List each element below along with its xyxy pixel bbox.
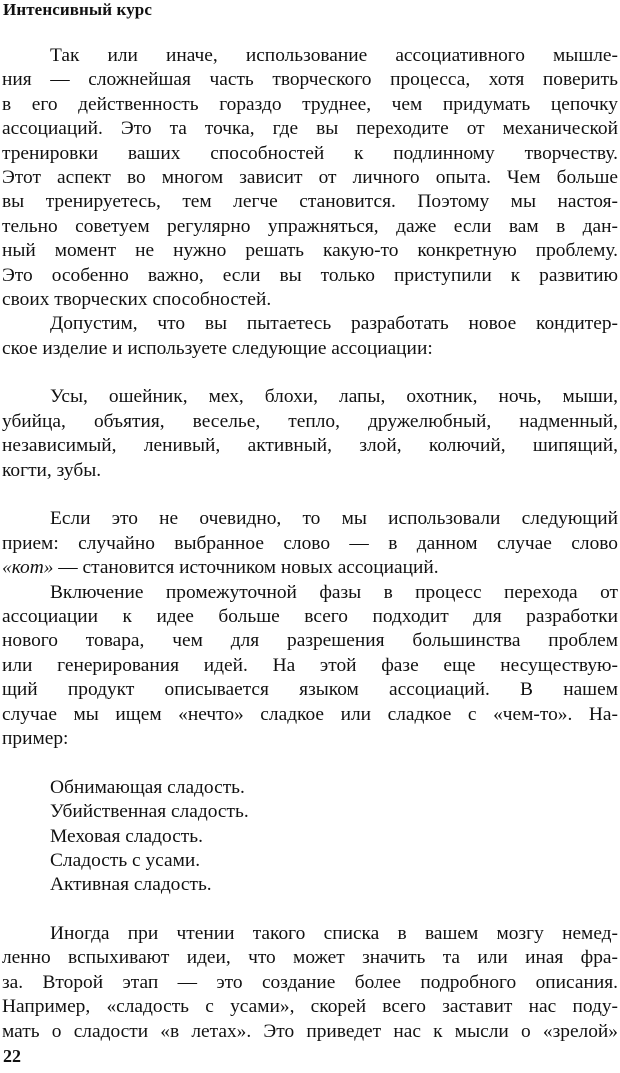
- text-line: тельно советуем регулярно упражняться, даже если вам в дан-: [2, 215, 618, 237]
- text-line: ассоциации к идее больше всего подходит для разработки: [2, 605, 618, 627]
- text-line: за. Второй этап — это создание более подробного описания.: [2, 971, 618, 993]
- text-line: [0, 556, 620, 580]
- text-line: в его действенность гораздо труднее, чем придумать цепочку: [2, 93, 618, 115]
- list-item: Сладость с усами.: [50, 849, 201, 871]
- page-number: 22: [3, 1046, 21, 1066]
- text-line: или генерирования идей. На этой фазе еще несуществую-: [2, 654, 618, 676]
- text-fragment: — становится источником новых ассоциаций.: [53, 557, 439, 579]
- list-item: Активная сладость.: [50, 874, 212, 896]
- body-text: [0, 44, 620, 1044]
- text-line: Например, «сладость с усами», скорей всего заставит нас поду-: [2, 996, 618, 1018]
- text-line: своих творческих способностей.: [2, 288, 272, 310]
- text-line: мать о сладости «в летах». Это приведет нас к мысли о «зрелой»: [2, 1020, 618, 1042]
- text-line: вы тренируетесь, тем легче становится. Поэтому мы настоя-: [2, 191, 618, 213]
- blank-line: [0, 483, 620, 507]
- list-item: Убийственная сладость.: [50, 801, 249, 823]
- text-line: убийца, объятия, веселье, тепло, дружелюбный, надменный,: [2, 410, 618, 432]
- text-line: Усы, ошейник, мех, блохи, лапы, охотник, ночь, мыши,: [50, 386, 618, 408]
- text-line: ассоциаций. Это та точка, где вы переходите от механической: [2, 118, 618, 140]
- text-line: независимый, ленивый, активный, злой, колючий, шипящий,: [2, 435, 618, 457]
- text-line: Иногда при чтении такого списка в вашем мозгу немед-: [50, 923, 618, 945]
- text-line: ния — сложнейшая часть творческого процесса, хотя поверить: [2, 69, 618, 91]
- text-line: Это особенно важно, если вы только приступили к развитию: [2, 264, 618, 286]
- blank-line: [0, 751, 620, 775]
- text-line: нового товара, чем для разрешения большинства проблем: [2, 630, 618, 652]
- running-header: Интенсивный курс: [3, 0, 152, 19]
- text-line: ный момент не нужно решать какую-то конкретную проблему.: [2, 240, 618, 262]
- list-item: Меховая сладость.: [50, 825, 203, 847]
- text-line: пример:: [2, 727, 69, 749]
- text-line: ленно вспыхивают идеи, что может значить та или иная фра-: [2, 947, 618, 969]
- text-line: случае мы ищем «нечто» сладкое или сладкое с «чем-то». На-: [2, 703, 618, 725]
- text-line: когти, зубы.: [2, 459, 102, 481]
- text-line: Включение промежуточной фазы в процесс перехода от: [50, 581, 618, 603]
- text-line: щий продукт описывается языком ассоциаций. В нашем: [2, 679, 618, 701]
- text-line: прием: случайно выбранное слово — в данном случае слово: [2, 532, 618, 554]
- emphasized-word: «кот»: [2, 557, 54, 579]
- blank-line: [0, 361, 620, 385]
- text-line: ское изделие и используете следующие ассоциации:: [2, 337, 433, 359]
- text-line: тренировки ваших способностей к подлинному творчеству.: [2, 142, 618, 164]
- blank-line: [0, 898, 620, 922]
- text-line: Допустим, что вы пытаетесь разработать новое кондитер-: [50, 313, 618, 335]
- list-item: Обнимающая сладость.: [50, 776, 245, 798]
- text-line: Так или иначе, использование ассоциативного мышле-: [50, 45, 618, 66]
- text-line: Этот аспект во многом зависит от личного опыта. Чем больше: [2, 166, 618, 188]
- text-line: Если это не очевидно, то мы использовали следующий: [50, 508, 618, 530]
